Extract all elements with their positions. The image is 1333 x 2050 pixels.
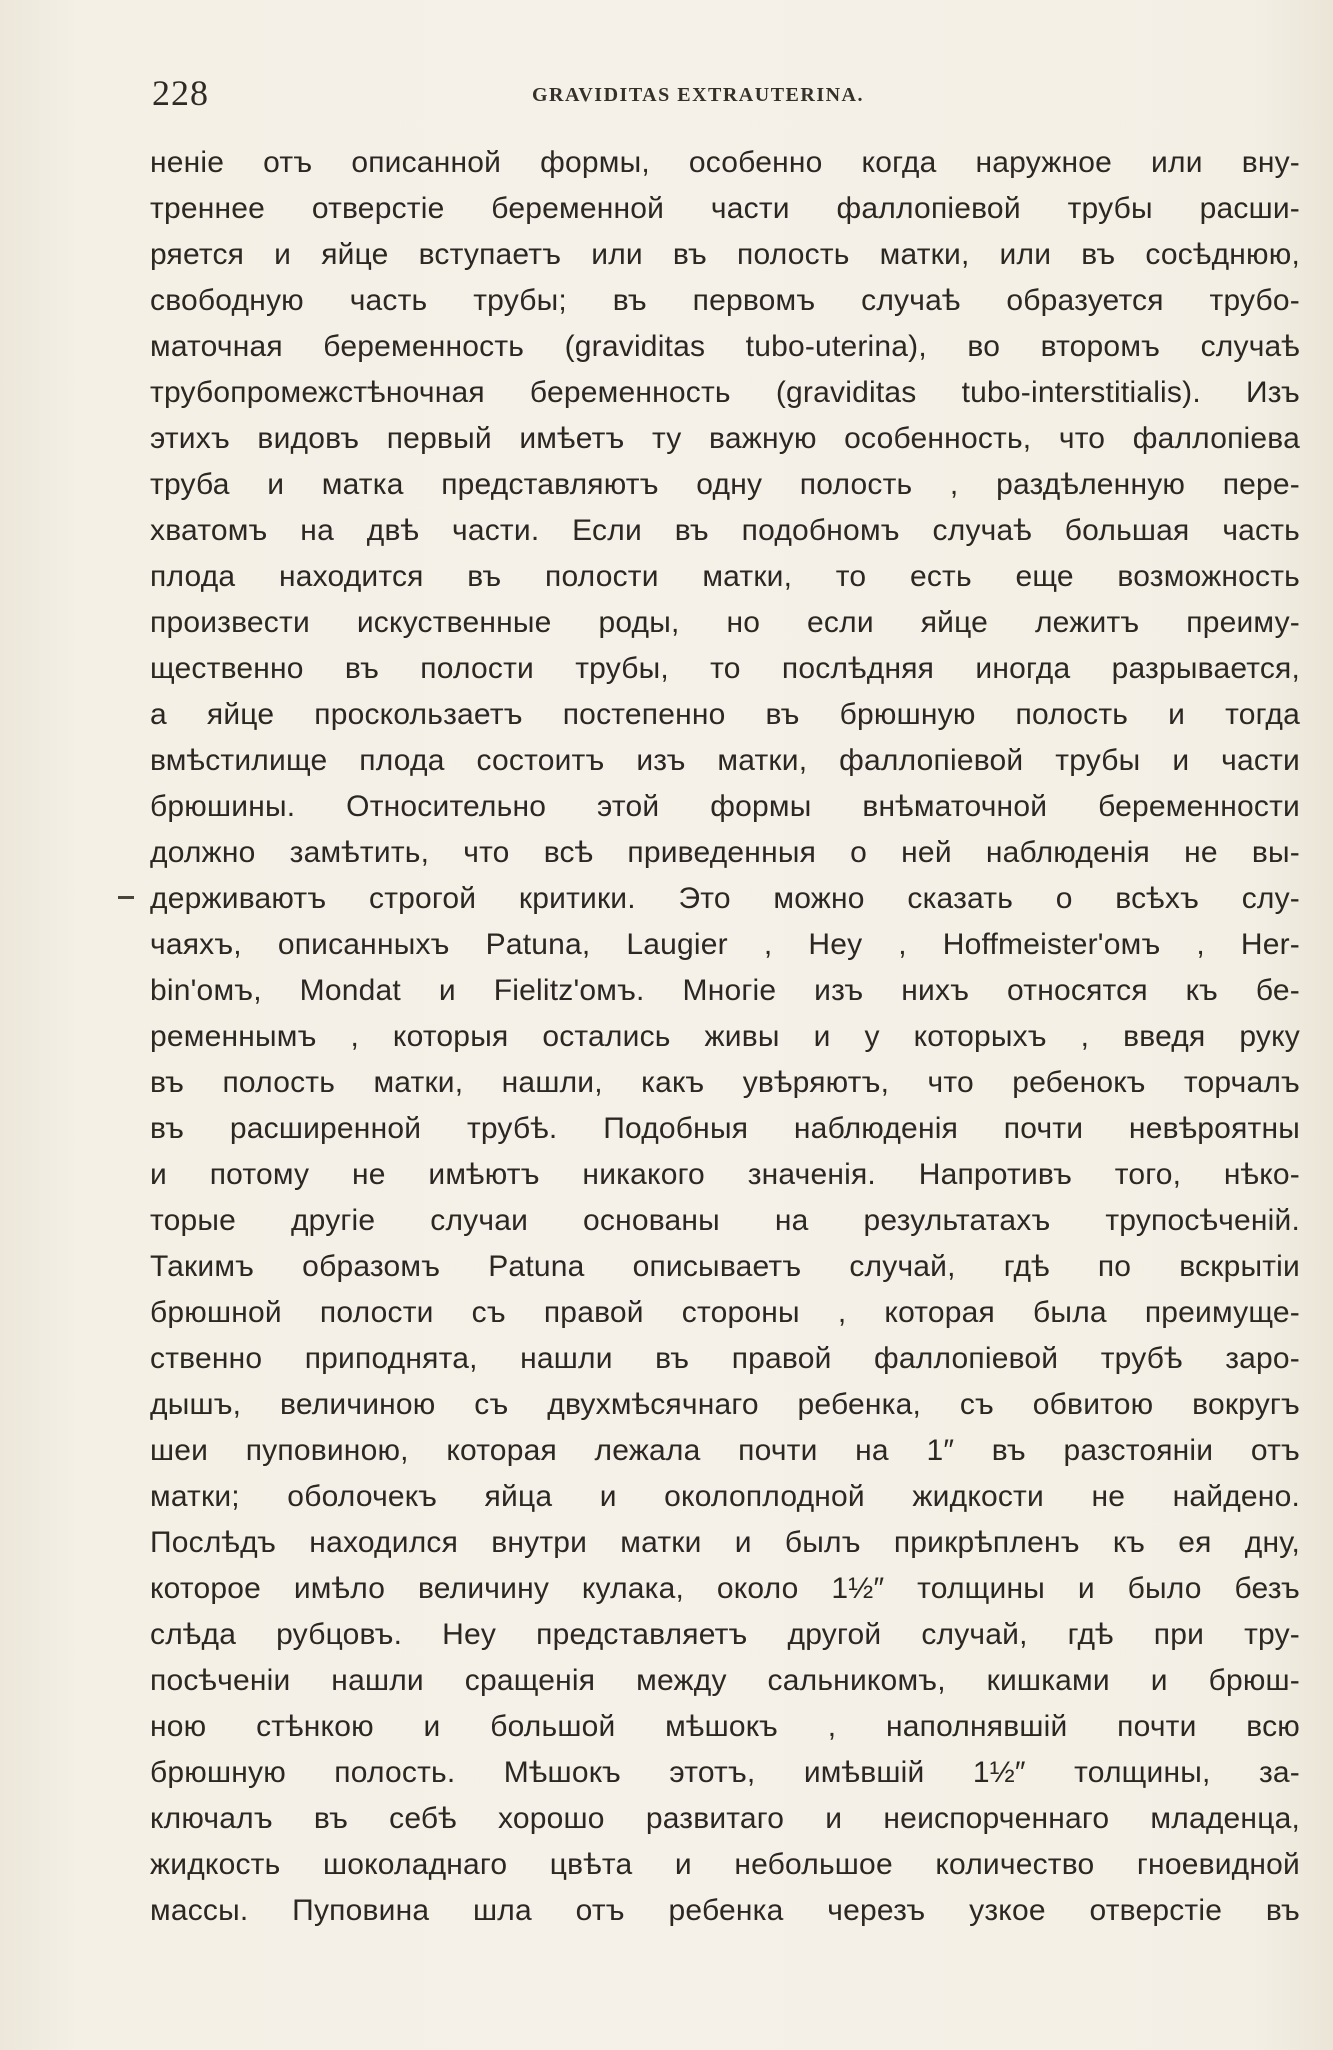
text-line: массы. Пуповина шла отъ ребенка черезъ узкое отверстіе въ — [150, 1894, 1300, 1927]
text-line: дышъ, величиною съ двухмѣсячнаго ребенка, съ обвитою вокругъ — [150, 1388, 1300, 1421]
text-line: должно замѣтить, что всѣ приведенныя о ней наблюденія не вы- — [150, 836, 1300, 869]
text-line: свободную часть трубы; въ первомъ случаѣ образуется трубо- — [150, 284, 1300, 317]
text-line: и потому не имѣютъ никакого значенія. Напротивъ того, нѣко- — [150, 1158, 1300, 1191]
text-line: слѣда рубцовъ. Hey представляетъ другой случай, гдѣ при тру- — [150, 1618, 1300, 1651]
text-line: маточная беременность (graviditas tubo-uterina), во второмъ случаѣ — [150, 330, 1300, 363]
text-line: ключалъ въ себѣ хорошо развитаго и неиспорченнаго младенца, — [150, 1802, 1300, 1835]
text-line: ременнымъ , которыя остались живы и у которыхъ , введя руку — [150, 1020, 1300, 1053]
text-line: этихъ видовъ первый имѣетъ ту важную особенность, что фаллопіева — [150, 422, 1300, 455]
text-line: трубопромежстѣночная беременность (graviditas tubo-interstitialis). Изъ — [150, 376, 1300, 409]
text-line: bin'омъ, Mondat и Fielitz'омъ. Многіе изъ нихъ относятся къ бе- — [150, 974, 1300, 1007]
text-line: произвести искуственные роды, но если яйце лежитъ преиму- — [150, 606, 1300, 639]
body-text — [150, 140, 1300, 1934]
margin-mark — [118, 896, 134, 899]
text-line: ряется и яйце вступаетъ или въ полость матки, или въ сосѣднюю, — [150, 238, 1300, 271]
text-line: брюшную полость. Мѣшокъ этотъ, имѣвшій 1½″ толщины, за- — [150, 1756, 1300, 1789]
text-line: щественно въ полости трубы, то послѣдняя иногда разрывается, — [150, 652, 1300, 685]
text-line: торые другіе случаи основаны на результатахъ трупосѣченій. — [150, 1204, 1300, 1237]
text-line: въ полость матки, нашли, какъ увѣряютъ, что ребенокъ торчалъ — [150, 1066, 1300, 1099]
text-line: брюшины. Относительно этой формы внѣматочной беременности — [150, 790, 1300, 823]
text-line: ною стѣнкою и большой мѣшокъ , наполнявшій почти всю — [150, 1710, 1300, 1743]
text-line: шеи пуповиною, которая лежала почти на 1″ въ разстояніи отъ — [150, 1434, 1300, 1467]
text-line: жидкость шоколаднаго цвѣта и небольшое количество гноевидной — [150, 1848, 1300, 1881]
text-line: неніе отъ описанной формы, особенно когда наружное или вну- — [150, 146, 1300, 179]
text-line: которое имѣло величину кулака, около 1½″ толщины и было безъ — [150, 1572, 1300, 1605]
text-line: а яйце проскользаетъ постепенно въ брюшную полость и тогда — [150, 698, 1300, 731]
text-line: плода находится въ полости матки, то есть еще возможность — [150, 560, 1300, 593]
text-line: ственно приподнята, нашли въ правой фаллопіевой трубѣ заро- — [150, 1342, 1300, 1375]
text-line: хватомъ на двѣ части. Если въ подобномъ случаѣ большая часть — [150, 514, 1300, 547]
running-title: GRAVIDITAS EXTRAUTERINA. — [532, 84, 864, 106]
page-header — [152, 72, 1297, 122]
page-number: 228 — [152, 73, 209, 113]
text-line: треннее отверстіе беременной части фаллопіевой трубы расши- — [150, 192, 1300, 225]
text-line: въ расширенной трубѣ. Подобныя наблюденія почти невѣроятны — [150, 1112, 1300, 1145]
text-line: труба и матка представляютъ одну полость , раздѣленную пере- — [150, 468, 1300, 501]
text-line: чаяхъ, описанныхъ Patuna, Laugier , Hey , Hoffmeister'омъ , Her- — [150, 928, 1300, 961]
text-line: брюшной полости съ правой стороны , которая была преимуще- — [150, 1296, 1300, 1329]
text-line: посѣченіи нашли сращенія между сальникомъ, кишками и брюш- — [150, 1664, 1300, 1697]
text-line: матки; оболочекъ яйца и околоплодной жидкости не найдено. — [150, 1480, 1300, 1513]
text-line: держиваютъ строгой критики. Это можно сказать о всѣхъ слу- — [150, 882, 1300, 915]
text-line: вмѣстилище плода состоитъ изъ матки, фаллопіевой трубы и части — [150, 744, 1300, 777]
text-line: Послѣдъ находился внутри матки и былъ прикрѣпленъ къ ея дну, — [150, 1526, 1300, 1559]
text-line: Такимъ образомъ Patuna описываетъ случай, гдѣ по вскрытіи — [150, 1250, 1300, 1283]
